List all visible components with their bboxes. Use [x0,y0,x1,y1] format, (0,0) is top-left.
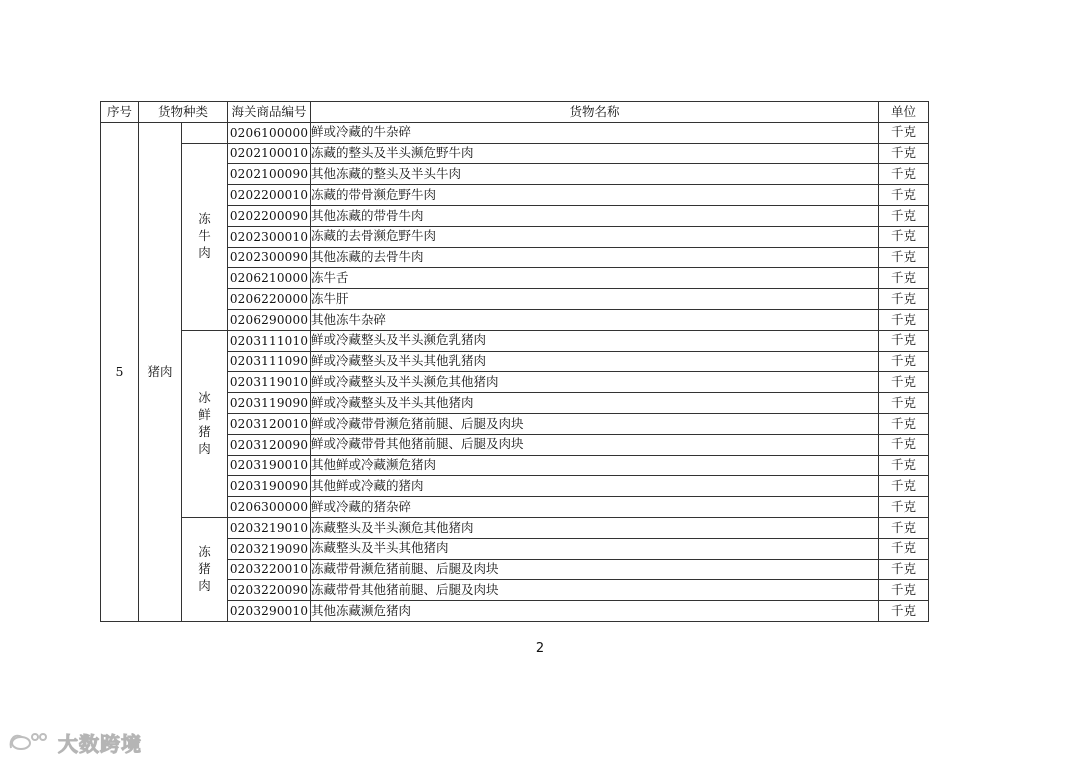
code-cell: 0203190090 [228,476,311,497]
unit-cell: 千克 [879,497,929,518]
code-cell: 0203111090 [228,351,311,372]
name-cell: 冻藏的去骨濒危野牛肉 [311,226,879,247]
code-cell: 0203190010 [228,455,311,476]
name-cell: 鲜或冷藏带骨其他猪前腿、后腿及肉块 [311,434,879,455]
unit-cell: 千克 [879,372,929,393]
name-cell: 鲜或冷藏带骨濒危猪前腿、后腿及肉块 [311,413,879,434]
subcategory-frozen-beef: 冻牛肉 [182,143,228,330]
unit-cell: 千克 [879,143,929,164]
code-cell: 0203120010 [228,413,311,434]
code-cell: 0206300000 [228,497,311,518]
name-cell: 鲜或冷藏的牛杂碎 [311,122,879,143]
name-cell: 鲜或冷藏的猪杂碎 [311,497,879,518]
unit-cell: 千克 [879,517,929,538]
name-cell: 冻藏的整头及半头濒危野牛肉 [311,143,879,164]
table-row [101,330,929,351]
code-cell: 0202200090 [228,205,311,226]
name-cell: 其他冻藏的带骨牛肉 [311,205,879,226]
name-cell: 其他鲜或冷藏濒危猪肉 [311,455,879,476]
code-cell: 0203290010 [228,601,311,622]
code-cell: 0202100090 [228,164,311,185]
code-cell: 0206100000 [228,122,311,143]
table-row [101,122,929,143]
header-name: 货物名称 [311,102,879,123]
watermark-text: 大数跨境 [58,731,142,756]
code-cell: 0203111010 [228,330,311,351]
table-row [101,143,929,164]
name-cell: 其他鲜或冷藏的猪肉 [311,476,879,497]
code-cell: 0203120090 [228,434,311,455]
unit-cell: 千克 [879,476,929,497]
code-cell: 0206290000 [228,309,311,330]
name-cell: 冻藏整头及半头濒危其他猪肉 [311,517,879,538]
code-cell: 0203119090 [228,393,311,414]
unit-cell: 千克 [879,413,929,434]
unit-cell: 千克 [879,164,929,185]
unit-cell: 千克 [879,247,929,268]
weibo-logo-icon [8,727,52,757]
unit-cell: 千克 [879,330,929,351]
code-cell: 0206220000 [228,289,311,310]
subcategory-frozen-pork: 冻猪肉 [182,517,228,621]
code-cell: 0202300010 [228,226,311,247]
name-cell: 其他冻藏的整头及半头牛肉 [311,164,879,185]
unit-cell: 千克 [879,434,929,455]
code-cell: 0206210000 [228,268,311,289]
name-cell: 其他冻牛杂碎 [311,309,879,330]
table-header-row [101,102,929,123]
name-cell: 其他冻藏濒危猪肉 [311,601,879,622]
name-cell: 鲜或冷藏整头及半头其他乳猪肉 [311,351,879,372]
unit-cell: 千克 [879,205,929,226]
unit-cell: 千克 [879,455,929,476]
unit-cell: 千克 [879,580,929,601]
unit-cell: 千克 [879,289,929,310]
code-cell: 0203220010 [228,559,311,580]
unit-cell: 千克 [879,393,929,414]
document-page [100,101,929,622]
unit-cell: 千克 [879,122,929,143]
code-cell: 0202100010 [228,143,311,164]
name-cell: 冻藏带骨其他猪前腿、后腿及肉块 [311,580,879,601]
unit-cell: 千克 [879,185,929,206]
name-cell: 鲜或冷藏整头及半头濒危乳猪肉 [311,330,879,351]
name-cell: 鲜或冷藏整头及半头濒危其他猪肉 [311,372,879,393]
header-unit: 单位 [879,102,929,123]
subcategory-chilled-pork: 冰鲜猪肉 [182,330,228,517]
unit-cell: 千克 [879,538,929,559]
name-cell: 冻藏带骨濒危猪前腿、后腿及肉块 [311,559,879,580]
code-cell: 0202200010 [228,185,311,206]
name-cell: 冻牛肝 [311,289,879,310]
code-cell: 0202300090 [228,247,311,268]
header-kind: 货物种类 [139,102,228,123]
code-cell: 0203219090 [228,538,311,559]
unit-cell: 千克 [879,601,929,622]
code-cell: 0203119010 [228,372,311,393]
header-seq: 序号 [101,102,139,123]
seq-cell: 5 [101,122,139,621]
code-cell: 0203219010 [228,517,311,538]
name-cell: 鲜或冷藏整头及半头其他猪肉 [311,393,879,414]
goods-table [100,101,929,622]
name-cell: 其他冻藏的去骨牛肉 [311,247,879,268]
unit-cell: 千克 [879,226,929,247]
unit-cell: 千克 [879,268,929,289]
unit-cell: 千克 [879,351,929,372]
kind-cell: 猪肉 [139,122,182,621]
unit-cell: 千克 [879,309,929,330]
name-cell: 冻藏的带骨濒危野牛肉 [311,185,879,206]
unit-cell: 千克 [879,559,929,580]
name-cell: 冻藏整头及半头其他猪肉 [311,538,879,559]
table-row [101,517,929,538]
page-number: 2 [535,641,545,656]
name-cell: 冻牛舌 [311,268,879,289]
subcategory-empty-cell [182,122,228,143]
watermark [8,728,142,756]
code-cell: 0203220090 [228,580,311,601]
header-code: 海关商品编号 [228,102,311,123]
